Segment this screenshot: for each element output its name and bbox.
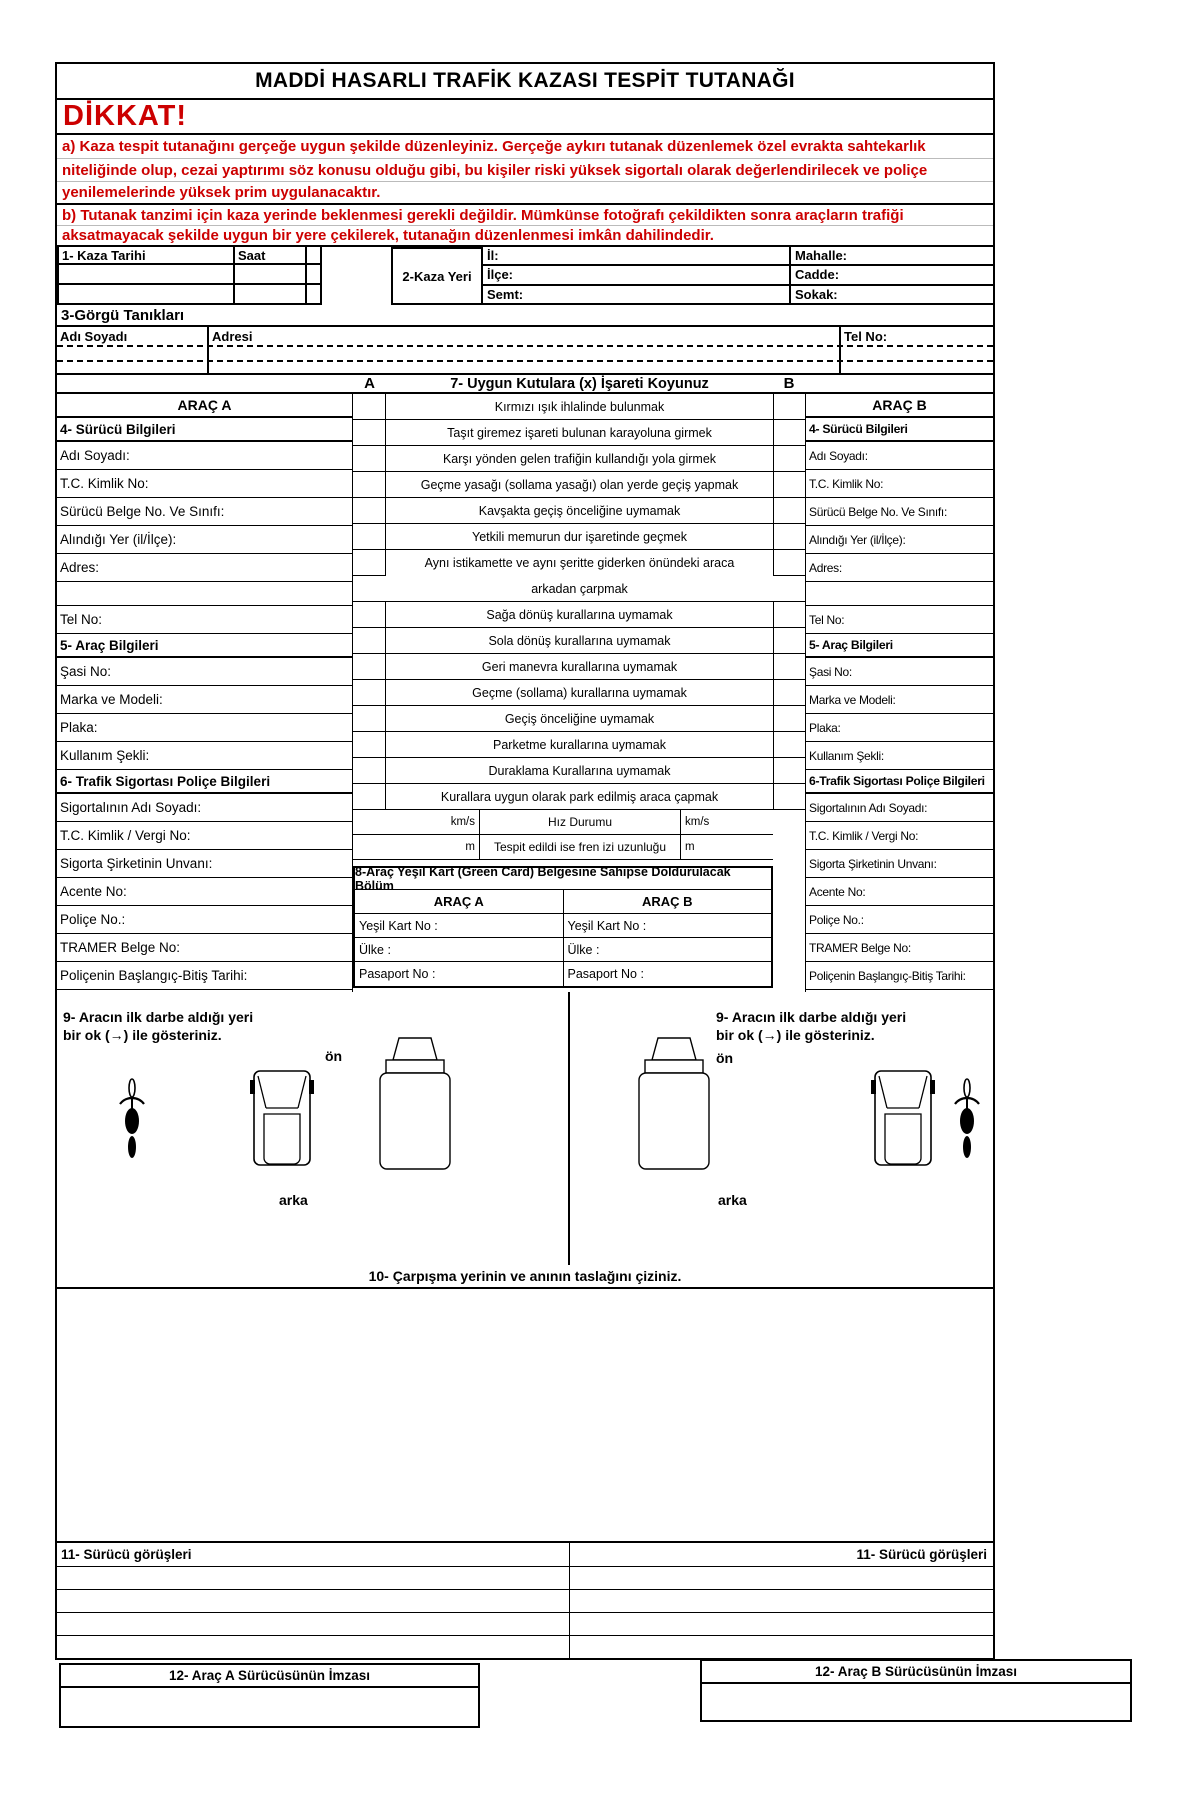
opinion-field-b3[interactable] bbox=[570, 1613, 993, 1635]
address-extra-line-a[interactable] bbox=[57, 582, 352, 606]
opinion-row-4 bbox=[57, 1636, 993, 1658]
infringement-label: Kurallara uygun olarak park edilmiş araca çapmak bbox=[440, 789, 719, 804]
impact-instruction-line2: bir ok (→) ile gösteriniz. bbox=[716, 1027, 875, 1044]
driver-info-header-a: 4- Sürücü Bilgileri bbox=[57, 418, 352, 442]
infringement-row bbox=[353, 784, 773, 810]
infringement-label: Kırmızı ışık ihlalinde bulunmak bbox=[494, 399, 665, 414]
brand-field-b[interactable]: Marka ve Modeli: bbox=[806, 686, 993, 714]
witness-header-row bbox=[57, 327, 993, 347]
checkbox-a-3[interactable] bbox=[353, 446, 386, 471]
impact-instruction-line1: 9- Aracın ilk darbe aldığı yeri bbox=[716, 1009, 907, 1025]
checkbox-a-4[interactable] bbox=[353, 472, 386, 497]
column-a-letter: A bbox=[364, 375, 375, 392]
impact-instruction-line2: bir ok (→) ile gösteriniz. bbox=[63, 1027, 222, 1044]
license-no-field-b[interactable]: Sürücü Belge No. Ve Sınıfı: bbox=[806, 498, 993, 526]
avenue-field[interactable]: Cadde: bbox=[795, 267, 840, 283]
checkbox-a-9[interactable] bbox=[353, 628, 386, 653]
infringement-row bbox=[353, 524, 773, 550]
signature-box-b bbox=[700, 1659, 1132, 1722]
impact-instruction-b bbox=[716, 1008, 906, 1044]
back-label-a: arka bbox=[279, 1192, 308, 1208]
policy-no-field-b[interactable]: Poliçe No.: bbox=[806, 906, 993, 934]
brake-trace-row bbox=[353, 835, 773, 860]
sketch-section-title: 10- Çarpışma yerinin ve anının taslağını çiziniz. bbox=[57, 1265, 993, 1289]
date-header-spacer bbox=[307, 247, 320, 263]
impact-instruction-line1: 9- Aracın ilk darbe aldığı yeri bbox=[63, 1009, 254, 1025]
policy-no-field-a[interactable]: Poliçe No.: bbox=[57, 906, 352, 934]
impact-instruction-a bbox=[63, 1008, 253, 1044]
driver-name-field-a[interactable]: Adı Soyadı: bbox=[57, 442, 352, 470]
checkbox-gap-b bbox=[773, 576, 805, 602]
accident-time-field-1[interactable] bbox=[235, 265, 307, 283]
brand-field-a[interactable]: Marka ve Modeli: bbox=[57, 686, 352, 714]
infringement-label: Taşıt giremez işareti bulunan karayoluna girmek bbox=[447, 425, 712, 440]
infringement-zone bbox=[353, 394, 773, 992]
witnesses-table bbox=[57, 325, 993, 375]
checkbox-column-b bbox=[773, 394, 805, 992]
infringement-label: Sağa dönüş kurallarına uymamak bbox=[486, 607, 673, 622]
witness-address-field-2[interactable] bbox=[209, 362, 841, 373]
checkbox-gap bbox=[353, 576, 386, 601]
accident-date-field-2[interactable] bbox=[59, 285, 235, 303]
checkbox-b-4[interactable] bbox=[773, 472, 805, 498]
warning-line-b2: aksatmayacak şekilde uygun bir yere çekilerek, tutanağın düzenlenmesi imkân dahilindedir. bbox=[57, 226, 993, 247]
front-label-a: ön bbox=[325, 1048, 343, 1064]
infringement-row bbox=[353, 732, 773, 758]
checkbox-b-10[interactable] bbox=[773, 654, 805, 680]
infringement-label: Duraklama Kurallarına uymamak bbox=[488, 763, 671, 778]
green-card-section bbox=[353, 866, 773, 988]
arac-a-column bbox=[57, 394, 353, 992]
infringement-row bbox=[353, 628, 773, 654]
checkbox-a-15[interactable] bbox=[353, 784, 386, 809]
checkbox-a-10[interactable] bbox=[353, 654, 386, 679]
checkbox-b-14[interactable] bbox=[773, 758, 805, 784]
green-card-columns bbox=[355, 890, 771, 914]
opinion-field-b1[interactable] bbox=[570, 1567, 993, 1589]
checkbox-a-14[interactable] bbox=[353, 758, 386, 783]
infringement-label: Geçme yasağı (sollama yasağı) olan yerde geçiş yapmak bbox=[420, 477, 739, 492]
witnesses-title: 3-Görgü Tanıkları bbox=[61, 306, 185, 324]
witness-name-header: Adı Soyadı bbox=[57, 327, 209, 345]
impact-section bbox=[57, 992, 993, 1265]
green-card-no-field-a[interactable]: Yeşil Kart No : bbox=[355, 914, 564, 937]
date-spacer-1 bbox=[307, 265, 320, 283]
insurance-header-a: 6- Trafik Sigortası Poliçe Bilgileri bbox=[57, 770, 352, 794]
chassis-field-a[interactable]: Şasi No: bbox=[57, 658, 352, 686]
checkbox-a-2[interactable] bbox=[353, 420, 386, 445]
signature-box-a bbox=[59, 1663, 480, 1728]
signature-title-b: 12- Araç B Sürücüsünün İmzası bbox=[702, 1661, 1130, 1684]
infringement-label: Geçme (sollama) kurallarına uymamak bbox=[472, 685, 687, 700]
infringement-row bbox=[353, 758, 773, 784]
passport-field-a[interactable]: Pasaport No : bbox=[355, 962, 564, 986]
motorcycle-top-icon bbox=[952, 1078, 982, 1171]
checkbox-b-9[interactable] bbox=[773, 628, 805, 654]
chassis-field-b[interactable]: Şasi No: bbox=[806, 658, 993, 686]
checkbox-a-8[interactable] bbox=[353, 602, 386, 627]
accident-place-label: 2-Kaza Yeri bbox=[391, 247, 483, 305]
infringement-label: Geri manevra kurallarına uymamak bbox=[481, 659, 678, 674]
opinion-field-b2[interactable] bbox=[570, 1590, 993, 1612]
speed-label: Hız Durumu bbox=[480, 810, 681, 834]
vehicle-info-header-a: 5- Araç Bilgileri bbox=[57, 634, 352, 658]
place-row-3 bbox=[483, 286, 993, 305]
passport-field-b[interactable]: Pasaport No : bbox=[567, 967, 644, 981]
tramer-field-b[interactable]: TRAMER Belge No: bbox=[806, 934, 993, 962]
checkbox-b-11[interactable] bbox=[773, 680, 805, 706]
witness-address-header: Adresi bbox=[209, 327, 841, 345]
infringement-row bbox=[353, 394, 773, 420]
checkbox-b-8[interactable] bbox=[773, 602, 805, 628]
checkbox-a-1[interactable] bbox=[353, 394, 386, 419]
arac-a-header: ARAÇ A bbox=[57, 394, 352, 418]
car-top-icon bbox=[870, 1068, 936, 1173]
address-field-b[interactable]: Adres: bbox=[806, 554, 993, 582]
arac-b-column bbox=[805, 394, 993, 992]
district-field[interactable]: İlçe: bbox=[483, 266, 791, 283]
witness-address-field-1[interactable] bbox=[209, 347, 841, 360]
accident-time-label: Saat bbox=[235, 247, 307, 263]
infringement-row bbox=[353, 680, 773, 706]
signature-area-a[interactable] bbox=[61, 1688, 478, 1726]
address-field-a[interactable]: Adres: bbox=[57, 554, 352, 582]
green-card-arac-b: ARAÇ B bbox=[641, 894, 693, 909]
checkbox-b-3[interactable] bbox=[773, 446, 805, 472]
infringement-label: Sola dönüş kurallarına uymamak bbox=[488, 633, 671, 648]
accident-date-table bbox=[57, 247, 322, 305]
country-field-a[interactable]: Ülke : bbox=[355, 938, 564, 961]
impact-side-b[interactable] bbox=[570, 992, 993, 1265]
witness-name-field-1[interactable] bbox=[57, 347, 209, 360]
agent-no-field-b[interactable]: Acente No: bbox=[806, 878, 993, 906]
motorcycle-top-icon bbox=[117, 1078, 147, 1171]
checkbox-a-7[interactable] bbox=[353, 550, 386, 576]
green-card-arac-a: ARAÇ A bbox=[355, 890, 564, 913]
infringement-row bbox=[353, 550, 773, 576]
checkbox-a-11[interactable] bbox=[353, 680, 386, 705]
collision-sketch-area[interactable] bbox=[57, 1289, 993, 1543]
back-label-b: arka bbox=[718, 1192, 747, 1208]
date-row-2 bbox=[59, 285, 320, 303]
usage-field-b[interactable]: Kullanım Şekli: bbox=[806, 742, 993, 770]
date-table-header bbox=[59, 247, 320, 265]
witness-name-field-2[interactable] bbox=[57, 362, 209, 373]
opinion-field-b4[interactable] bbox=[570, 1636, 993, 1658]
front-label-b: ön bbox=[716, 1050, 734, 1066]
plate-field-a[interactable]: Plaka: bbox=[57, 714, 352, 742]
country-row bbox=[355, 938, 771, 962]
impact-side-a[interactable] bbox=[57, 992, 570, 1265]
date-spacer-2 bbox=[307, 285, 320, 303]
accident-date-location-section bbox=[57, 247, 993, 305]
infringement-label: arkadan çarpmak bbox=[531, 581, 628, 596]
main-grid bbox=[57, 394, 993, 992]
infringement-row bbox=[353, 420, 773, 446]
witness-row-1 bbox=[57, 347, 993, 362]
warning-line-a1: a) Kaza tespit tutanağını gerçeğe uygun şekilde düzenleyiniz. Gerçeğe aykırı tutanak düzenlemek özel evrakta sahtekarlık bbox=[57, 135, 993, 159]
driver-opinions-section bbox=[57, 1543, 993, 1658]
opinion-row-1 bbox=[57, 1567, 993, 1590]
warning-heading: DİKKAT! bbox=[57, 100, 993, 135]
policy-validity-field-b[interactable]: Poliçenin Başlangıç-Bitiş Tarihi: bbox=[806, 962, 993, 990]
tax-no-field-b[interactable]: T.C. Kimlik / Vergi No: bbox=[806, 822, 993, 850]
infringement-row bbox=[353, 706, 773, 732]
accident-date-label: 1- Kaza Tarihi bbox=[59, 247, 235, 263]
license-place-field-b: Alındığı Yer (il/İlçe): bbox=[806, 526, 993, 554]
opinion-field-a1[interactable] bbox=[57, 1567, 570, 1589]
quarter-field[interactable]: Semt: bbox=[483, 286, 791, 303]
insured-name-field-a[interactable]: Sigortalının Adı Soyadı: bbox=[57, 794, 352, 822]
checkbox-b-2[interactable] bbox=[773, 420, 805, 446]
date-row-1 bbox=[59, 265, 320, 285]
speed-row bbox=[353, 810, 773, 835]
infringement-row bbox=[353, 472, 773, 498]
infringement-label: Karşı yönden gelen trafiğin kullandığı yola girmek bbox=[442, 451, 717, 466]
green-card-no-row bbox=[355, 914, 771, 938]
passport-row bbox=[355, 962, 771, 986]
infringement-label: Parketme kurallarına uymamak bbox=[493, 737, 666, 752]
infringement-row bbox=[353, 654, 773, 680]
checkbox-b-7[interactable] bbox=[773, 550, 805, 576]
policy-validity-field-a[interactable]: Poliçenin Başlangıç-Bitiş Tarihi: bbox=[57, 962, 352, 990]
truck-top-icon bbox=[369, 1036, 461, 1176]
driver-opinions-title-a: 11- Sürücü görüşleri bbox=[57, 1543, 570, 1566]
warning-line-b1: b) Tutanak tanzimi için kaza yerinde beklenmesi gerekli değildir. Mümkünse fotoğrafı çekildikten sonra araçların trafiği bbox=[57, 205, 993, 226]
driver-info-header-b: 4- Sürücü Bilgileri bbox=[806, 418, 993, 442]
opinion-field-a3[interactable] bbox=[57, 1613, 570, 1635]
address-extra-line-b[interactable] bbox=[806, 582, 993, 606]
country-field-b[interactable]: Ülke : bbox=[567, 942, 600, 957]
witness-row-2 bbox=[57, 362, 993, 373]
checkbox-section-title: 7- Uygun Kutulara (x) İşareti Koyunuz bbox=[450, 375, 709, 392]
checkbox-b-5[interactable] bbox=[773, 498, 805, 524]
opinion-field-a2[interactable] bbox=[57, 1590, 570, 1612]
checkbox-b-12[interactable] bbox=[773, 706, 805, 732]
checkbox-b-1[interactable] bbox=[773, 394, 805, 420]
checkbox-a-12[interactable] bbox=[353, 706, 386, 731]
insurance-header-b: 6-Trafik Sigortası Poliçe Bilgileri bbox=[806, 770, 993, 794]
street-field[interactable]: Sokak: bbox=[795, 286, 838, 302]
opinion-row-3 bbox=[57, 1613, 993, 1636]
speed-unit-b[interactable]: km/s bbox=[685, 816, 710, 828]
car-top-icon bbox=[249, 1068, 315, 1173]
license-place-field-a[interactable]: Alındığı Yer (il/İlçe): bbox=[57, 526, 352, 554]
opinion-row-2 bbox=[57, 1590, 993, 1613]
insured-name-field-b[interactable]: Sigortalının Adı Soyadı: bbox=[806, 794, 993, 822]
checkbox-b-15[interactable] bbox=[773, 784, 805, 810]
accident-date-field-1[interactable] bbox=[59, 265, 235, 283]
driver-opinions-header bbox=[57, 1543, 993, 1567]
green-card-title: 8-Araç Yeşil Kart (Green Card) Belgesine Sahipse Doldurulacak Bölüm bbox=[355, 868, 771, 890]
accident-report-form bbox=[55, 62, 995, 1660]
arac-b-header: ARAÇ B bbox=[806, 394, 993, 418]
infringement-row bbox=[353, 498, 773, 524]
infringement-label: Geçiş önceliğine uymamak bbox=[504, 711, 655, 726]
warning-line-a2: niteliğinde olup, cezai yaptırımı söz konusu olduğu gibi, bu kişiler riski yüksek sigortalı olarak değerlendirilecek ve poliçe bbox=[57, 159, 993, 182]
tramer-field-a[interactable]: TRAMER Belge No: bbox=[57, 934, 352, 962]
column-b-letter: B bbox=[783, 375, 795, 392]
city-field[interactable]: İl: bbox=[483, 247, 791, 264]
form-title: MADDİ HASARLI TRAFİK KAZASI TESPİT TUTANAĞI bbox=[57, 64, 993, 100]
accident-time-field-2[interactable] bbox=[235, 285, 307, 303]
infringement-label: Yetkili memurun dur işaretinde geçmek bbox=[472, 529, 687, 544]
insurer-company-field-b[interactable]: Sigorta Şirketinin Unvanı: bbox=[806, 850, 993, 878]
witness-tel-field-2[interactable] bbox=[841, 362, 993, 373]
neighborhood-field[interactable]: Mahalle: bbox=[795, 248, 848, 264]
checkbox-b-13[interactable] bbox=[773, 732, 805, 758]
infringement-label: Aynı istikamette ve aynı şeritte giderken önündeki araca bbox=[424, 556, 735, 570]
place-row-1 bbox=[483, 247, 993, 266]
driver-name-field-b[interactable]: Adı Soyadı: bbox=[806, 442, 993, 470]
brake-label: Tespit edildi ise fren izi uzunluğu bbox=[480, 835, 681, 859]
license-no-field-a[interactable]: Sürücü Belge No. Ve Sınıfı: bbox=[57, 498, 352, 526]
green-card-no-field-b[interactable]: Yeşil Kart No : bbox=[567, 918, 647, 933]
checkbox-a-6[interactable] bbox=[353, 524, 386, 549]
accident-place-table bbox=[483, 247, 993, 305]
agent-no-field-a[interactable]: Acente No: bbox=[57, 878, 352, 906]
infringement-row bbox=[353, 446, 773, 472]
brake-unit-a[interactable]: m bbox=[353, 835, 480, 859]
checkbox-b-6[interactable] bbox=[773, 524, 805, 550]
warning-line-a3: yenilemelerinde yüksek prim uygulanacaktır. bbox=[57, 182, 993, 205]
signature-area-b[interactable] bbox=[702, 1684, 1130, 1720]
brake-unit-b[interactable]: m bbox=[685, 841, 695, 853]
driver-opinions-title-b: 11- Sürücü görüşleri bbox=[856, 1547, 987, 1562]
infringement-row-continued bbox=[353, 576, 773, 602]
insurer-company-field-a[interactable]: Sigorta Şirketinin Unvanı: bbox=[57, 850, 352, 878]
checkbox-a-13[interactable] bbox=[353, 732, 386, 757]
kaza-gap bbox=[322, 247, 391, 305]
tel-field-a[interactable]: Tel No: bbox=[57, 606, 352, 634]
place-row-2 bbox=[483, 266, 993, 285]
witness-tel-header: Tel No: bbox=[844, 328, 888, 344]
checkbox-section-header bbox=[57, 375, 993, 394]
truck-top-icon bbox=[628, 1036, 720, 1176]
checkbox-a-5[interactable] bbox=[353, 498, 386, 523]
usage-field-a[interactable]: Kullanım Şekli: bbox=[57, 742, 352, 770]
tax-no-field-a[interactable]: T.C. Kimlik / Vergi No: bbox=[57, 822, 352, 850]
signature-title-a: 12- Araç A Sürücüsünün İmzası bbox=[61, 1665, 478, 1688]
witness-tel-field-1[interactable] bbox=[841, 347, 993, 360]
plate-field-b[interactable]: Plaka: bbox=[806, 714, 993, 742]
opinion-field-a4[interactable] bbox=[57, 1636, 570, 1658]
infringement-label: Kavşakta geçiş önceliğine uymamak bbox=[478, 503, 681, 518]
tc-id-field-b[interactable]: T.C. Kimlik No: bbox=[806, 470, 993, 498]
speed-unit-a[interactable]: km/s bbox=[353, 810, 480, 834]
tel-field-b[interactable]: Tel No: bbox=[806, 606, 993, 634]
infringement-row bbox=[353, 602, 773, 628]
tc-id-field-a[interactable]: T.C. Kimlik No: bbox=[57, 470, 352, 498]
vehicle-info-header-b: 5- Araç Bilgileri bbox=[806, 634, 993, 658]
